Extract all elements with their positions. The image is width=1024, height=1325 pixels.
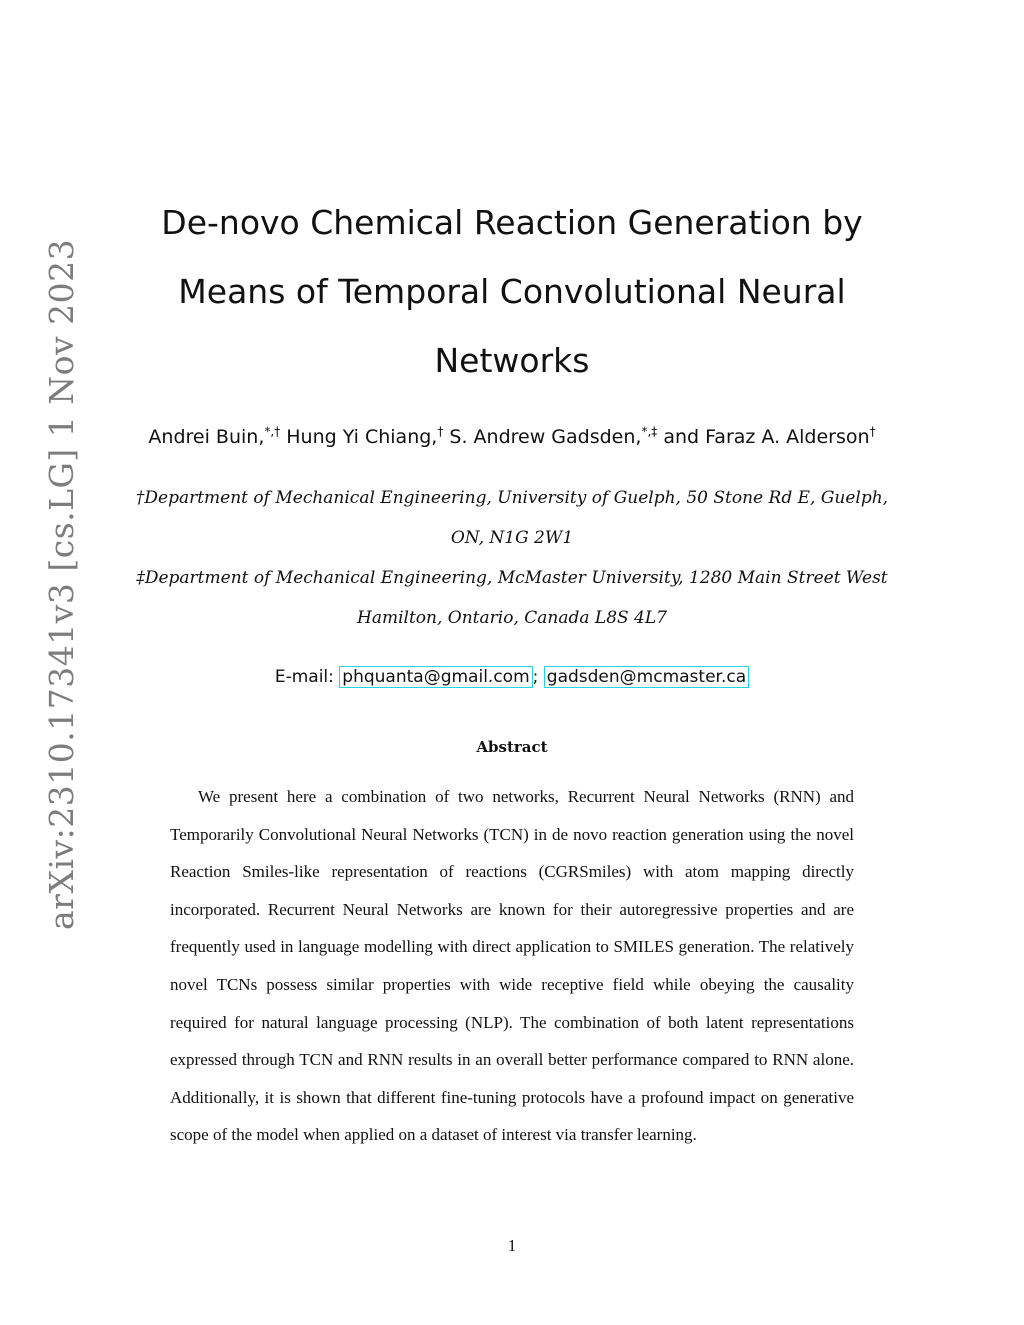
arxiv-identifier-stamp: arXiv:2310.17341v3 [cs.LG] 1 Nov 2023: [42, 238, 81, 930]
title-line-1: De-novo Chemical Reaction Generation by: [161, 203, 863, 242]
affiliation-mcmaster: [120, 558, 904, 638]
affiliation-guelph: [120, 478, 904, 558]
author-affiliation-marks: †: [869, 424, 876, 439]
title-line-3: Networks: [434, 341, 590, 380]
author-name: Hung Yi Chiang,: [286, 426, 438, 448]
author-affiliation-marks: †: [437, 424, 444, 439]
abstract-text: We present here a combination of two networks, Recurrent Neural Networks (RNN) and Temporarily Convolutional Neural Networks (TCN) in de novo reaction generation using the novel Reaction Smiles-like representation of reactions (CGRSmiles) with atom mapping directly incorporated. Recurrent Neural Networks are known for their autoregressive properties and are frequently used in language modelling with direct application to SMILES generation. The relatively novel TCNs possess similar properties with wide receptive field while obeying the causality required for natural language processing (NLP). The combination of both latent representations expressed through TCN and RNN results in an overall better performance compared to RNN alone. Additionally, it is shown that different fine-tuning protocols have a profound impact on generative scope of the model when applied on a dataset of interest via transfer learning.: [170, 787, 854, 1145]
contact-email: [120, 663, 904, 691]
author-name: S. Andrew Gadsden,: [449, 426, 642, 448]
email-link-phquanta[interactable]: phquanta@gmail.com: [339, 666, 532, 688]
email-label: E-mail:: [274, 667, 334, 687]
author-name: and Faraz A. Alderson: [663, 426, 870, 448]
author-affiliation-marks: *,†: [264, 424, 281, 439]
email-separator: ;: [532, 667, 539, 687]
affiliation-line: ON, N1G 2W1: [450, 528, 574, 548]
abstract-heading: Abstract: [476, 738, 548, 756]
affiliation-line: ‡Department of Mechanical Engineering, McMaster University, 1280 Main Street West: [136, 568, 888, 588]
title-line-2: Means of Temporal Convolutional Neural: [178, 272, 846, 311]
affiliation-line: Hamilton, Ontario, Canada L8S 4L7: [357, 608, 667, 628]
email-link-gadsden[interactable]: gadsden@mcmaster.ca: [544, 666, 749, 688]
affiliation-line: †Department of Mechanical Engineering, University of Guelph, 50 Stone Rd E, Guelph,: [135, 488, 889, 508]
author-name: Andrei Buin,: [148, 426, 265, 448]
page-number: 1: [507, 1236, 517, 1255]
paper-title: [140, 188, 884, 395]
author-affiliation-marks: *,‡: [641, 424, 658, 439]
author-list: [100, 418, 924, 456]
